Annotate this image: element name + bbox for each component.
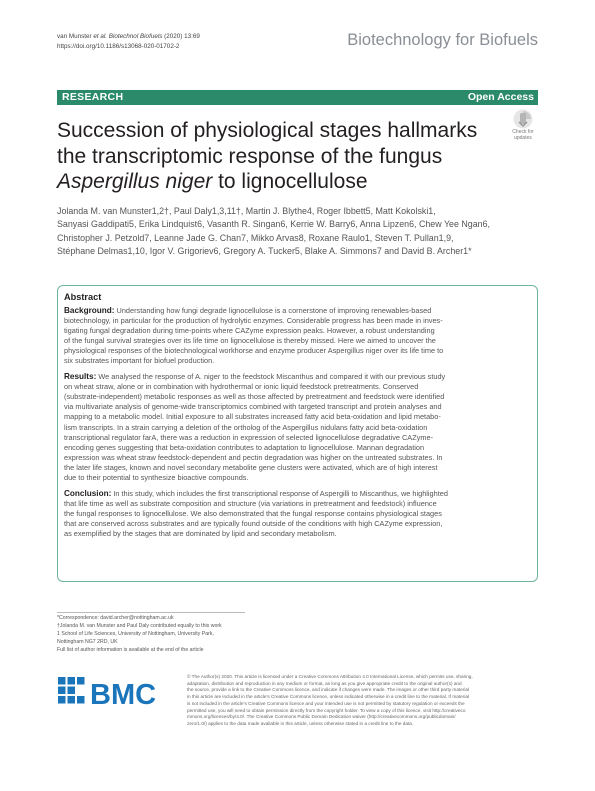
license-line: permitted use, you will need to obtain permission directly from the copyright holder. To view a copy of this licence, visit http://creativeco bbox=[187, 707, 466, 713]
background-line: six substrates important for biofuel production. bbox=[64, 356, 215, 366]
header-year-vol: (2020) 13:69 bbox=[164, 33, 200, 40]
title-line-2: the transcriptomic response of the fungus bbox=[57, 144, 443, 168]
author-line-1: Jolanda M. van Munster1,2†, Paul Daly1,3,11†, Martin J. Blythe4, Roger Ibbett5, Matt Kokolski1, bbox=[57, 206, 436, 216]
license-line: is not included in the article's Creative Commons licence and your intended use is not permitted by statutory regulation or exceeds the bbox=[187, 700, 465, 706]
background-line: of the fungal survival strategies over its life time on lignocellulose is thereby missed. Here we aimed to uncover the bbox=[64, 336, 436, 346]
check-label-2: updates bbox=[514, 134, 532, 141]
results-line: on wheat straw, alone or in combination with hydrothermal or ionic liquid feedstock pretreatments. Conserved bbox=[64, 382, 419, 392]
header-authors: van Munster bbox=[57, 33, 94, 40]
background-line: biotechnology, in particular for the production of hydrolytic enzymes. Considerable progress has been made in inves- bbox=[64, 316, 443, 326]
author-line-2: Sanyasi Gaddipati5, Erika Lindquist6, Vasanth R. Singan6, Kerrie W. Barry6, Anna Lipzen6, Chew Yee Ngan6, bbox=[57, 219, 490, 230]
title-line-3-rest: to lignocellulose bbox=[212, 170, 368, 193]
license-line: © The Author(s) 2020. This article is licensed under a Creative Commons Attribution 4.0 International License, which permits use, sharing, bbox=[187, 674, 473, 679]
results-line: lism transcripts. In a strain carrying a deletion of the ortholog of the Aspergillus nidulans fatty acid beta-oxidation bbox=[64, 422, 428, 432]
title-line-3 bbox=[57, 169, 527, 195]
license-text bbox=[187, 674, 542, 728]
abstract-conclusion bbox=[64, 489, 531, 539]
journal-name: Biotechnology for Biofuels bbox=[347, 31, 538, 49]
license-line: adaptation, distribution and reproduction in any medium or format, as long as you give appropriate credit to the original author(s) and bbox=[187, 680, 462, 686]
conclusion-line: In this study, which includes the first transcriptional response of Aspergilli to Miscanthus, we highlighted bbox=[111, 488, 448, 498]
check-label-1: Check for bbox=[512, 129, 534, 135]
conclusion-line: as exemplified by the stages that are dominated by lipid and secondary metabolism. bbox=[64, 528, 337, 538]
article-type-banner bbox=[57, 90, 538, 105]
license-line: mmons.org/licenses/by/4.0/. The Creative Commons Public Domain Dedication waiver (http://creativecommons.org/publicdomain/ bbox=[187, 714, 456, 720]
open-access-label: Open Access bbox=[467, 91, 534, 103]
background-label: Background: bbox=[64, 306, 115, 315]
conclusion-line: that are conserved across substrates and are typically found outside of the conditions with high CAZyme expression, bbox=[64, 518, 443, 528]
license-line: the source, provide a link to the Creative Commons licence, and indicate if changes were made. The images or other third party material bbox=[187, 687, 470, 693]
background-line: Understanding how fungi degrade lignocellulose is a cornerstone of improving renewables-based bbox=[114, 306, 432, 315]
doi-link[interactable]: https://doi.org/10.1186/s13068-020-01702-2 bbox=[57, 43, 180, 50]
correspondence-note: *Correspondence: david.archer@nottingham.ac.uk bbox=[57, 615, 174, 621]
author-line-3: Christopher J. Petzold7, Leanne Jade G. Chan7, Mikko Arvas8, Roxane Raulo1, Steven T. Pullan1,9, bbox=[57, 232, 454, 243]
results-line: the later life stages, known and novel secondary metabolite gene clusters were activated, which are of high interest bbox=[64, 462, 438, 472]
abstract-box bbox=[57, 285, 538, 582]
author-line-4: Stéphane Delmas1,10, Igor V. Grigoriev6, Gregory A. Tucker5, Blake A. Simmons7 and David B. Archer1* bbox=[57, 246, 472, 257]
conclusion-line: that life time as well as substrate composition and structure (via variations in pretreatment and feedstock) influence bbox=[64, 498, 437, 508]
results-line: mapping to a metabolic model. Initial exposure to all substrates increased fatty acid beta-oxidation and lipid metabo- bbox=[64, 412, 441, 422]
bmc-logo bbox=[57, 674, 177, 714]
abstract-heading: Abstract bbox=[64, 292, 102, 302]
author-list bbox=[57, 205, 527, 259]
results-line: expression was wheat straw feedstock-dependent and pectin degradation was higher on the untreated substrates. In bbox=[64, 452, 443, 462]
footnote-divider bbox=[57, 612, 245, 613]
title-species: Aspergillus niger bbox=[57, 170, 213, 193]
license-line: zero/1.0/) applies to the data made available in this article, unless otherwise stated in a credit line to the data. bbox=[187, 720, 414, 726]
bmc-logo-text: BMC bbox=[90, 679, 157, 711]
results-label: Results: bbox=[64, 372, 97, 382]
background-line: tigating fungal degradation during time-points where CAZyme expression peaks. However, a robust understanding bbox=[64, 326, 435, 336]
article-type-label: RESEARCH bbox=[62, 91, 124, 103]
abstract-background bbox=[64, 306, 531, 366]
article-title bbox=[57, 118, 527, 195]
author-info-note: Full list of author information is available at the end of the article bbox=[57, 647, 204, 653]
title-line-1: Succession of physiological stages hallmarks bbox=[57, 119, 478, 142]
bmc-logo-mark-icon bbox=[58, 677, 85, 704]
abstract-results bbox=[64, 372, 531, 483]
results-line: due to their potential to synthesize bioactive compounds. bbox=[64, 472, 249, 482]
license-line: in this article are included in the article's Creative Commons licence, unless indicated otherwise in a credit line to the material. If material bbox=[187, 694, 470, 700]
conclusion-label: Conclusion: bbox=[64, 488, 112, 498]
equal-contribution-note: †Jolanda M. van Munster and Paul Daly contributed equally to this work bbox=[57, 623, 222, 629]
affiliation-note: Nottingham NG7 2RD, UK bbox=[57, 639, 118, 645]
footnotes bbox=[57, 614, 257, 654]
conclusion-line: the fungal responses to lignocellulose. We also demonstrated that the fungal response contains physiological stages bbox=[64, 508, 442, 518]
results-line: (substrate-independent) metabolic responses as well as those affected by pretreatment and feedstock were identified bbox=[64, 392, 445, 402]
running-header bbox=[57, 32, 200, 52]
header-journal: et al. Biotechnol Biofuels bbox=[93, 33, 163, 40]
background-line: physiological responses of the biotechnological workhorse and enzyme producer Aspergillus niger over its life time to bbox=[64, 346, 444, 356]
results-line: We analysed the response of A. niger to the feedstock Miscanthus and compared it with our previous study bbox=[96, 372, 446, 382]
results-line: via multivariate analysis of genome-wide transcriptomics combined with targeted transcript and protein analyses and bbox=[64, 402, 442, 412]
results-line: transcriptional regulator farA, there was a reduction in expression of selected lignocellulose degradative CAZyme- bbox=[64, 432, 434, 442]
affiliation-note: 1 School of Life Sciences, University of Nottingham, University Park, bbox=[57, 631, 214, 637]
results-line: encoding genes suggesting that beta-oxidation contributes to adaptation to lignocellulose. Mannan degradation bbox=[64, 442, 425, 452]
citation-line bbox=[57, 32, 200, 42]
